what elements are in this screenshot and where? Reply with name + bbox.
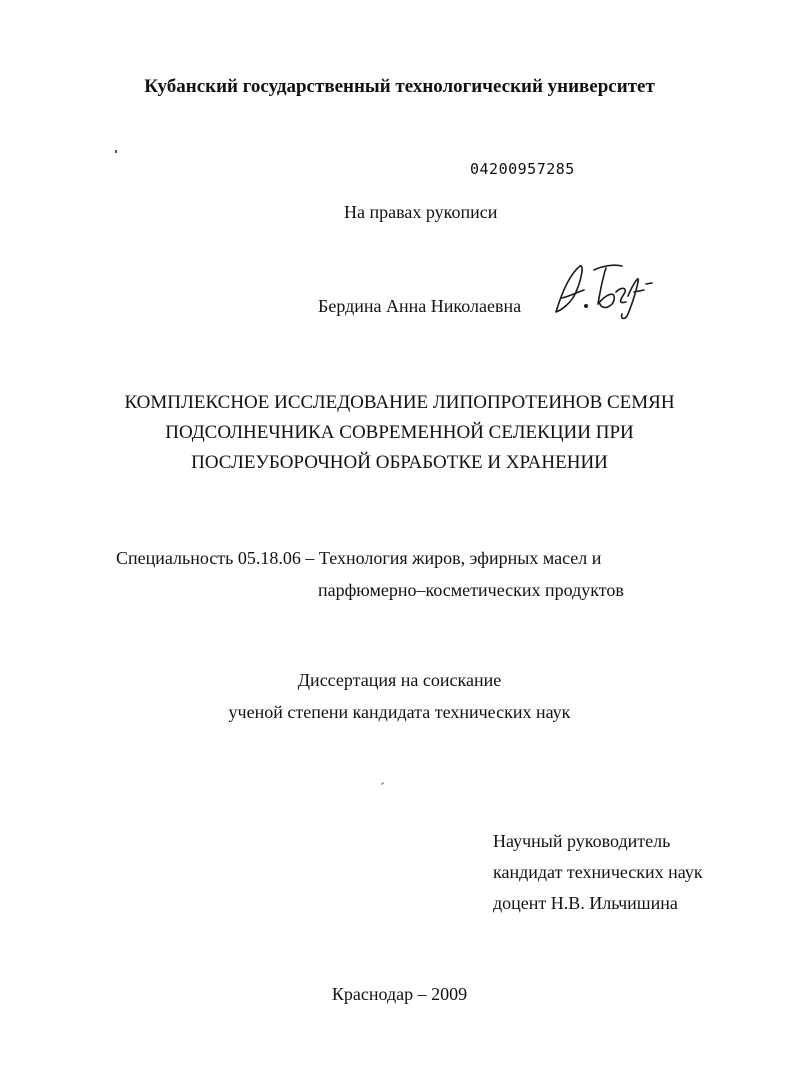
scan-speck xyxy=(381,782,384,785)
title-line: ПОДСОЛНЕЧНИКА СОВРЕМЕННОЙ СЕЛЕКЦИИ ПРИ xyxy=(165,422,634,443)
supervisor-degree: кандидат технических наук xyxy=(493,862,703,882)
scan-speck xyxy=(115,150,117,153)
specialty-line-2: парфюмерно–косметических продуктов xyxy=(318,580,624,600)
specialty-line-1: Специальность 05.18.06 – Технология жиров, эфирных масел и xyxy=(116,548,602,568)
dissertation-type-line-2: ученой степени кандидата технических наук xyxy=(228,702,571,722)
university-name: Кубанский государственный технологический университет xyxy=(144,76,655,97)
archive-number: 04200957285 xyxy=(470,160,575,178)
dissertation-title xyxy=(0,388,799,478)
city-year: Краснодар – 2009 xyxy=(331,984,468,1004)
title-line: КОМПЛЕКСНОЕ ИССЛЕДОВАНИЕ ЛИПОПРОТЕИНОВ СЕМЯН xyxy=(124,392,675,413)
author-name: Бердина Анна Николаевна xyxy=(318,296,522,316)
dissertation-type-line-1: Диссертация на соискание xyxy=(297,670,502,690)
supervisor-block xyxy=(493,826,703,919)
supervisor-role: Научный руководитель xyxy=(493,831,671,851)
author-signature xyxy=(548,252,658,327)
supervisor-name: доцент Н.В. Ильчишина xyxy=(493,893,678,913)
rights-note: На правах рукописи xyxy=(344,202,498,222)
title-line: ПОСЛЕУБОРОЧНОЙ ОБРАБОТКЕ И ХРАНЕНИИ xyxy=(191,452,608,473)
